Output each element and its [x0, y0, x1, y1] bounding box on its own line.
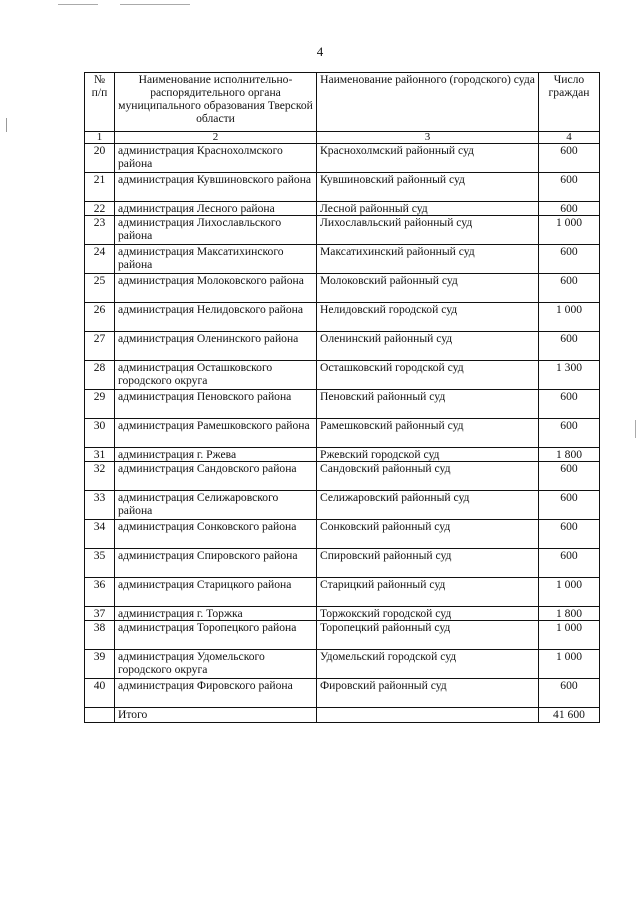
table-row — [85, 650, 600, 679]
org-name: администрация г. Ржева — [115, 448, 317, 462]
row-number: 30 — [85, 419, 115, 448]
court-name: Сонковский районный суд — [317, 520, 539, 549]
row-number: 31 — [85, 448, 115, 462]
table-row — [85, 462, 600, 491]
court-name: Пеновский районный суд — [317, 390, 539, 419]
org-name: администрация Осташковского городского округа — [115, 361, 317, 390]
citizen-count: 1 000 — [539, 216, 600, 245]
table-row — [85, 621, 600, 650]
court-name: Лихославльский районный суд — [317, 216, 539, 245]
scan-artifact — [6, 118, 7, 132]
row-number: 26 — [85, 303, 115, 332]
org-name: администрация Фировского района — [115, 679, 317, 708]
page-number: 4 — [316, 44, 324, 59]
table-row — [85, 419, 600, 448]
table-row — [85, 578, 600, 607]
org-name: администрация Лихославльского района — [115, 216, 317, 245]
row-number: 25 — [85, 274, 115, 303]
table-row — [85, 607, 600, 621]
header-count: Число граждан — [539, 73, 600, 132]
row-number: 21 — [85, 173, 115, 202]
org-name: администрация Торопецкого района — [115, 621, 317, 650]
row-number: 27 — [85, 332, 115, 361]
org-name: администрация Спировского района — [115, 549, 317, 578]
row-number: 37 — [85, 607, 115, 621]
citizen-count: 1 800 — [539, 607, 600, 621]
org-name: администрация Селижаровского района — [115, 491, 317, 520]
org-name: администрация Старицкого района — [115, 578, 317, 607]
total-count: 41 600 — [539, 708, 600, 723]
citizen-count: 600 — [539, 202, 600, 216]
citizen-count: 600 — [539, 274, 600, 303]
org-name: администрация Пеновского района — [115, 390, 317, 419]
court-name: Лесной районный суд — [317, 202, 539, 216]
court-name: Торжокский городской суд — [317, 607, 539, 621]
header-court: Наименование районного (городского) суда — [317, 73, 539, 132]
org-name: администрация Сандовского района — [115, 462, 317, 491]
row-number: 35 — [85, 549, 115, 578]
citizen-count: 1 000 — [539, 650, 600, 679]
row-number: 34 — [85, 520, 115, 549]
table-row — [85, 303, 600, 332]
court-name: Рамешковский районный суд — [317, 419, 539, 448]
org-name: администрация г. Торжка — [115, 607, 317, 621]
org-name: администрация Оленинского района — [115, 332, 317, 361]
court-name: Фировский районный суд — [317, 679, 539, 708]
citizen-count: 600 — [539, 520, 600, 549]
row-number: 38 — [85, 621, 115, 650]
column-number: 3 — [317, 132, 539, 144]
court-name: Торопецкий районный суд — [317, 621, 539, 650]
table-row — [85, 144, 600, 173]
citizen-count: 600 — [539, 549, 600, 578]
citizen-count: 600 — [539, 679, 600, 708]
table-row — [85, 390, 600, 419]
court-name: Селижаровский районный суд — [317, 491, 539, 520]
header-num: № п/п — [85, 73, 115, 132]
table-row — [85, 173, 600, 202]
table-body — [85, 144, 600, 708]
row-number: 23 — [85, 216, 115, 245]
total-row — [85, 708, 600, 723]
table-row — [85, 274, 600, 303]
court-name: Спировский районный суд — [317, 549, 539, 578]
org-name: администрация Молоковского района — [115, 274, 317, 303]
row-number: 24 — [85, 245, 115, 274]
court-name: Удомельский городской суд — [317, 650, 539, 679]
row-number: 40 — [85, 679, 115, 708]
row-number: 39 — [85, 650, 115, 679]
row-number: 22 — [85, 202, 115, 216]
row-number: 32 — [85, 462, 115, 491]
table-row — [85, 491, 600, 520]
org-name: администрация Максатихинского района — [115, 245, 317, 274]
org-name: администрация Рамешковского района — [115, 419, 317, 448]
court-name: Ржевский городской суд — [317, 448, 539, 462]
court-name: Старицкий районный суд — [317, 578, 539, 607]
citizen-count: 600 — [539, 491, 600, 520]
total-court-cell — [317, 708, 539, 723]
court-name: Осташковский городской суд — [317, 361, 539, 390]
org-name: администрация Удомельского городского округа — [115, 650, 317, 679]
citizen-count: 600 — [539, 332, 600, 361]
row-number: 29 — [85, 390, 115, 419]
citizen-count: 600 — [539, 144, 600, 173]
table-row — [85, 679, 600, 708]
org-name: администрация Нелидовского района — [115, 303, 317, 332]
table-row — [85, 549, 600, 578]
table-row — [85, 448, 600, 462]
table-row — [85, 332, 600, 361]
total-label: Итого — [115, 708, 317, 723]
court-name: Сандовский районный суд — [317, 462, 539, 491]
org-name: администрация Кувшиновского района — [115, 173, 317, 202]
court-name: Кувшиновский районный суд — [317, 173, 539, 202]
table-row — [85, 361, 600, 390]
row-number: 20 — [85, 144, 115, 173]
table-row — [85, 520, 600, 549]
citizen-count: 600 — [539, 462, 600, 491]
table-header-row — [85, 73, 600, 132]
citizen-count: 1 800 — [539, 448, 600, 462]
table-row — [85, 216, 600, 245]
org-name: администрация Краснохолмского района — [115, 144, 317, 173]
court-name: Молоковский районный суд — [317, 274, 539, 303]
court-name: Краснохолмский районный суд — [317, 144, 539, 173]
scan-artifact — [635, 420, 636, 438]
total-num-cell — [85, 708, 115, 723]
row-number: 33 — [85, 491, 115, 520]
court-name: Нелидовский городской суд — [317, 303, 539, 332]
column-number-row — [85, 132, 600, 144]
header-org: Наименование исполнительно-распорядительного органа муниципального образования Тверской области — [115, 73, 317, 132]
scan-artifact — [120, 4, 190, 5]
column-number: 1 — [85, 132, 115, 144]
citizen-count: 600 — [539, 245, 600, 274]
citizen-count: 1 000 — [539, 621, 600, 650]
table-row — [85, 202, 600, 216]
court-name: Максатихинский районный суд — [317, 245, 539, 274]
court-name: Оленинский районный суд — [317, 332, 539, 361]
column-number: 4 — [539, 132, 600, 144]
row-number: 36 — [85, 578, 115, 607]
org-name: администрация Лесного района — [115, 202, 317, 216]
column-number: 2 — [115, 132, 317, 144]
citizen-count: 600 — [539, 173, 600, 202]
registry-table — [84, 72, 600, 723]
citizen-count: 1 000 — [539, 578, 600, 607]
citizen-count: 1 000 — [539, 303, 600, 332]
scan-artifact — [58, 4, 98, 5]
citizen-count: 1 300 — [539, 361, 600, 390]
table-row — [85, 245, 600, 274]
citizen-count: 600 — [539, 390, 600, 419]
org-name: администрация Сонковского района — [115, 520, 317, 549]
row-number: 28 — [85, 361, 115, 390]
citizen-count: 600 — [539, 419, 600, 448]
